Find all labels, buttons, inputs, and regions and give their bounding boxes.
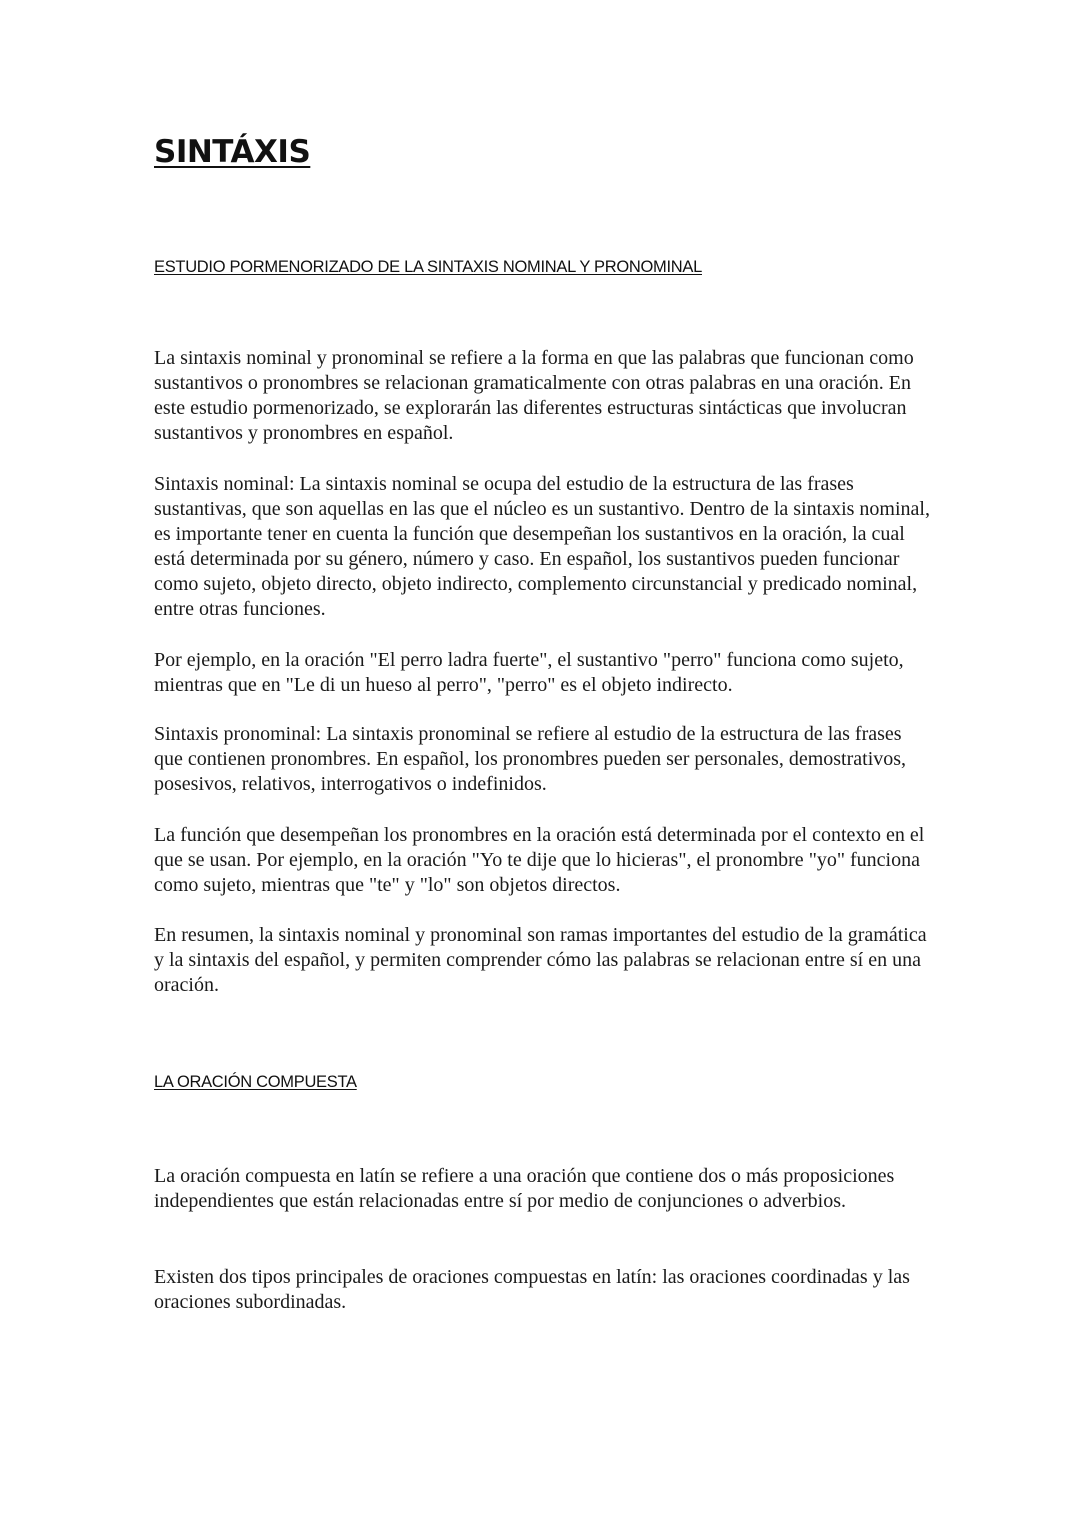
paragraph-tipos-oraciones: Existen dos tipos principales de oraciones compuestas en latín: las oraciones coordinadas y las oraciones subordinadas. (154, 1266, 910, 1313)
paragraph-resumen: En resumen, la sintaxis nominal y pronominal son ramas importantes del estudio de la gramática y la sintaxis del español, y permiten comprender cómo las palabras se relacionan entre sí en una oración. (154, 924, 927, 996)
section-heading-nominal-pronominal: ESTUDIO PORMENORIZADO DE LA SINTAXIS NOMINAL Y PRONOMINAL (154, 258, 702, 276)
paragraph-funcion-pronombres: La función que desempeñan los pronombres en la oración está determinada por el contexto en el que se usan. Por ejemplo, en la oración "Yo te dije que lo hicieras", el pronombre "yo" funciona como sujeto, mientras que "te" y "lo" son objetos directos. (154, 824, 925, 896)
paragraph-sintaxis-nominal: Sintaxis nominal: La sintaxis nominal se ocupa del estudio de la estructura de las frases sustantivas, que son aquellas en las que el núcleo es un sustantivo. Dentro de la sintaxis nominal, es importante tener en cuenta la función que desempeñan los sustantivos en la oración, la cual está determinada por su género, número y caso. En español, los sustantivos pueden funcionar como sujeto, objeto directo, objeto indirecto, complemento circunstancial y predicado nominal, entre otras funciones. (154, 473, 930, 620)
section-heading-oracion-compuesta: LA ORACIÓN COMPUESTA (154, 1073, 357, 1091)
paragraph-intro: La sintaxis nominal y pronominal se refiere a la forma en que las palabras que funcionan como sustantivos o pronombres se relacionan gramaticalmente con otras palabras en una oración. En este estudio pormenorizado, se explorarán las diferentes estructuras sintácticas que involucran sustantivos y pronombres en español. (154, 347, 914, 444)
document-title: SINTÁXIS (154, 134, 311, 170)
paragraph-ejemplo-nominal: Por ejemplo, en la oración "El perro ladra fuerte", el sustantivo "perro" funciona como sujeto, mientras que en "Le di un hueso al perro", "perro" es el objeto indirecto. (154, 649, 904, 696)
paragraph-sintaxis-pronominal: Sintaxis pronominal: La sintaxis pronominal se refiere al estudio de la estructura de las frases que contienen pronombres. En español, los pronombres pueden ser personales, demostrativos, posesivos, relativos, interrogativos o indefinidos. (154, 723, 907, 795)
paragraph-oracion-compuesta-def: La oración compuesta en latín se refiere a una oración que contiene dos o más proposiciones independientes que están relacionadas entre sí por medio de conjunciones o adverbios. (154, 1165, 895, 1212)
